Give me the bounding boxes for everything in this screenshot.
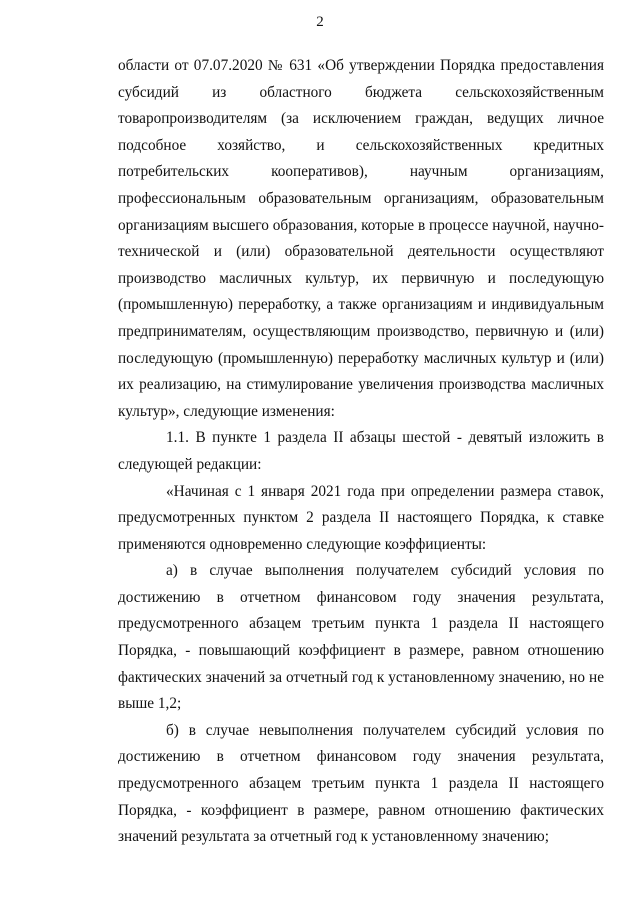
paragraph-subitem-a: а) в случае выполнения получателем субсидий условия по достижению в отчетном финансовом году значения результата, предусмотренного абзацем третьим пункта 1 раздела II настоящего Порядка, - повышающий коэффициент в размере, равном отношению фактических значений за отчетный год к установленному значению, но не выше 1,2; bbox=[118, 562, 604, 713]
paragraph-item-1-1: 1.1. В пункте 1 раздела II абзацы шестой - девятый изложить в следующей редакции: bbox=[118, 429, 604, 473]
page-number: 2 bbox=[316, 14, 324, 30]
document-body bbox=[118, 53, 604, 851]
paragraph-subitem-b: б) в случае невыполнения получателем субсидий условия по достижению в отчетном финансовом году значения результата, предусмотренного абзацем третьим пункта 1 раздела II настоящего Порядка, - коэффициент в размере, равном отношению фактических значений результата за отчетный год к установленному значению; bbox=[118, 721, 604, 846]
paragraph-quote-start: «Начиная с 1 января 2021 года при определении размера ставок, предусмотренных пунктом 2 раздела II настоящего Порядка, к ставке применяются одновременно следующие коэффициенты: bbox=[118, 482, 604, 553]
paragraph-intro: области от 07.07.2020 № 631 «Об утверждении Порядка предоставления субсидий из областного бюджета сельскохозяйственным товаропроизводителям (за исключением граждан, ведущих личное подсобное хозяйство, и сельскохозяйственных кредитных потребительских кооперативов), научным организациям, профессиональным образовательным организациям, образовательным организациям высшего образования, которые в процессе научной, научно-технической и (или) образовательной деятельности осуществляют производство масличных культур, их первичную и последующую (промышленную) переработку, а также организациям и индивидуальным предпринимателям, осуществляющим производство, первичную и (или) последующую (промышленную) переработку масличных культур и (или) их реализацию, на стимулирование увеличения производства масличных культур», следующие изменения: bbox=[118, 57, 604, 420]
